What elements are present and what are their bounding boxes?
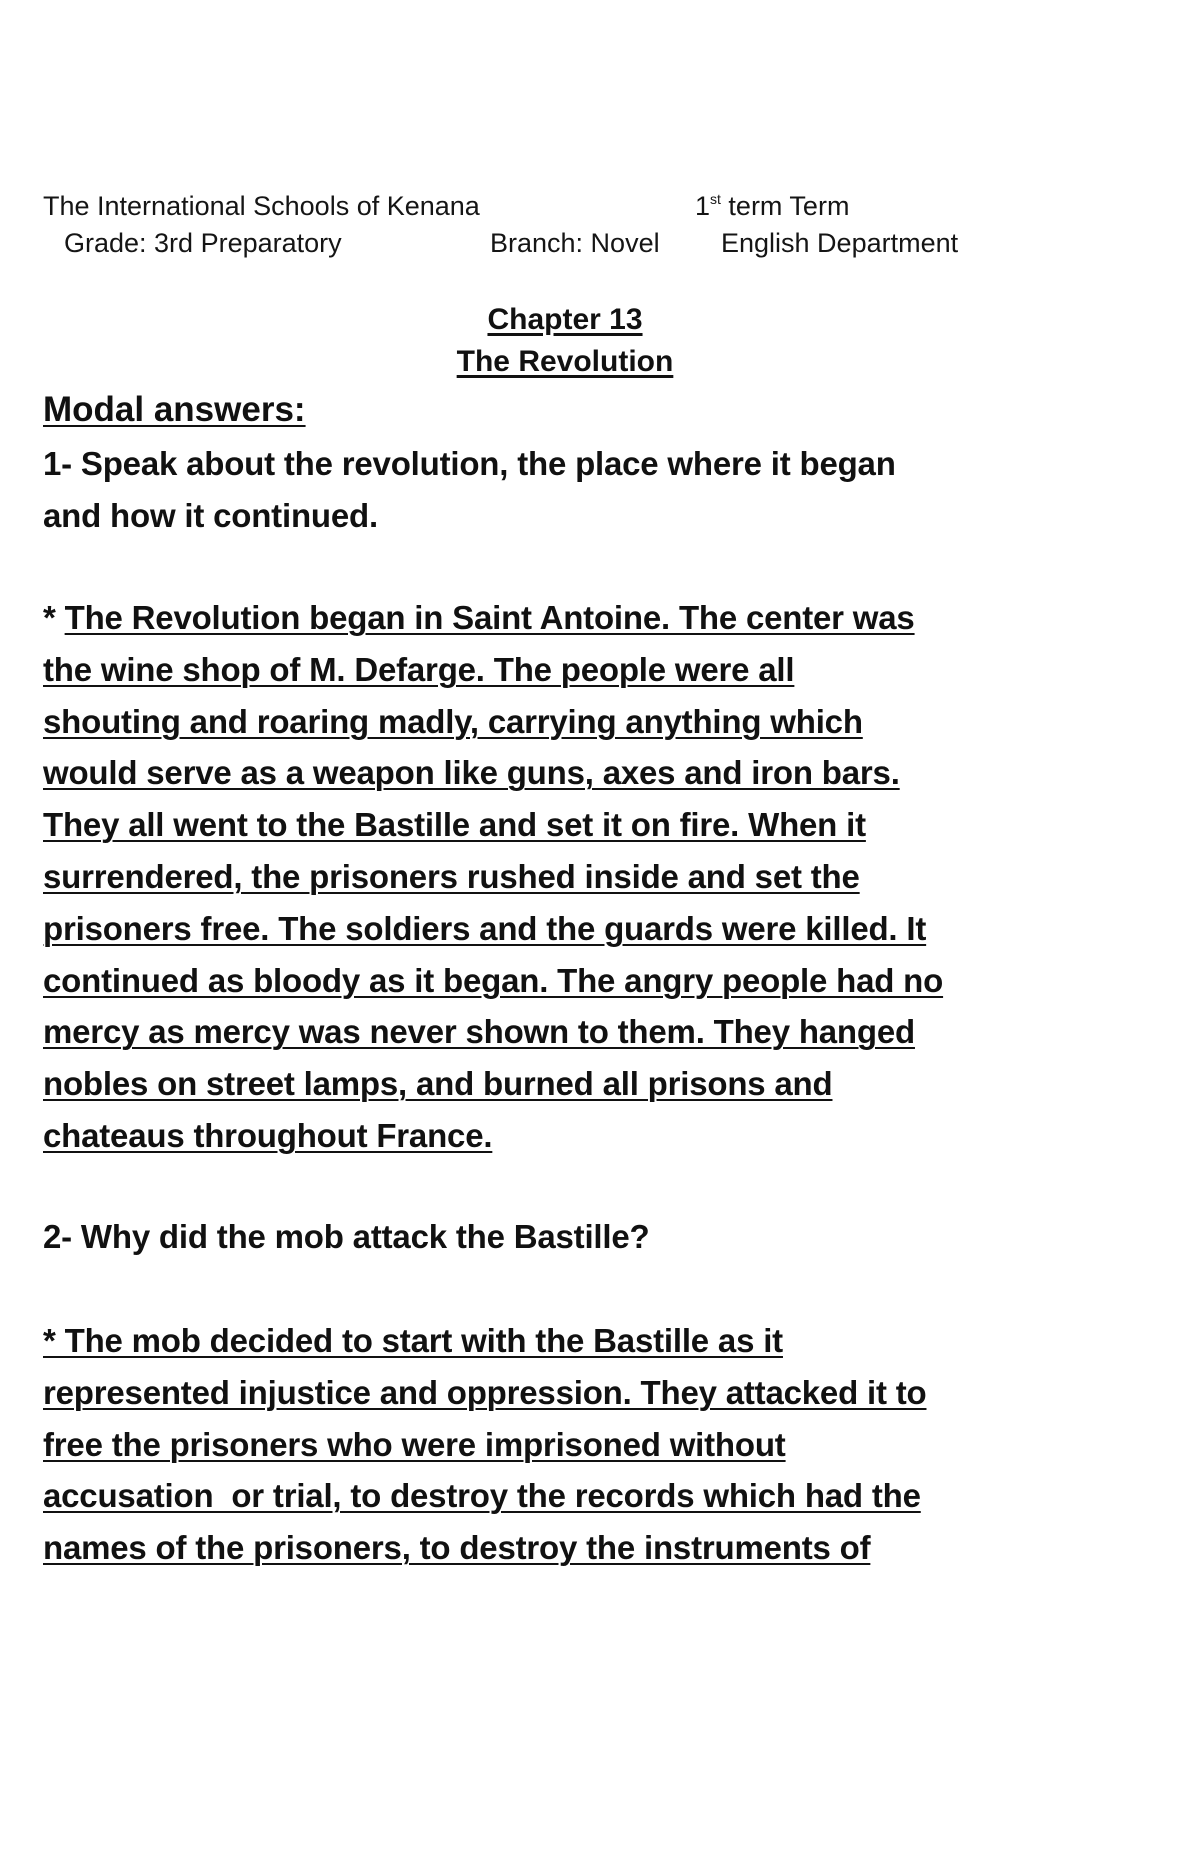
answer-1-text: The Revolution began in Saint Antoine. The center was bbox=[64, 599, 915, 636]
term-suffix: st bbox=[710, 191, 721, 207]
question-2-text: 2- Why did the mob attack the Bastille? bbox=[43, 1218, 650, 1255]
answer-1-line: would serve as a weapon like guns, axes and iron bars. bbox=[43, 754, 900, 792]
answer-2-line: accusation or trial, to destroy the records which had the bbox=[43, 1477, 921, 1515]
department-label: English Department bbox=[721, 228, 959, 258]
answer-1-bullet: * bbox=[43, 599, 65, 636]
term-text: term Term bbox=[720, 191, 850, 221]
answer-1-line: continued as bloody as it began. The angry people had no bbox=[43, 961, 944, 999]
answer-1-line: shouting and roaring madly, carrying anything which bbox=[43, 702, 863, 740]
answer-1-line: chateaus throughout France. bbox=[43, 1116, 493, 1154]
chapter-subtitle: The Revolution bbox=[456, 345, 674, 378]
term-label bbox=[695, 190, 849, 222]
question-1-line: and how it continued. bbox=[43, 496, 378, 534]
answer-2-line: represented injustice and oppression. They attacked it to bbox=[43, 1373, 927, 1411]
term-number: 1 bbox=[695, 191, 711, 221]
answer-1-line: the wine shop of M. Defarge. The people were all bbox=[43, 650, 795, 688]
school-name: The International Schools of Kenana bbox=[43, 191, 480, 221]
answer-2-line: names of the prisoners, to destroy the instruments of bbox=[43, 1529, 871, 1567]
answer-1-line: They all went to the Bastille and set it on fire. When it bbox=[43, 806, 866, 844]
branch-label: Branch: Novel bbox=[490, 228, 660, 258]
answer-1-line bbox=[43, 592, 1083, 644]
answer-2 bbox=[43, 1315, 1083, 1574]
chapter-title: Chapter 13 bbox=[487, 303, 643, 336]
answer-1-line: mercy as mercy was never shown to them. They hanged bbox=[43, 1013, 915, 1051]
answer-1 bbox=[43, 592, 1083, 1162]
answer-1-line: surrendered, the prisoners rushed inside and set the bbox=[43, 857, 860, 895]
answer-2-line: * The mob decided to start with the Bastille as it bbox=[43, 1322, 783, 1359]
answer-1-line: prisoners free. The soldiers and the guards were killed. It bbox=[43, 909, 927, 947]
answer-2-line: free the prisoners who were imprisoned without bbox=[43, 1425, 786, 1463]
answer-1-line: nobles on street lamps, and burned all prisons and bbox=[43, 1065, 833, 1103]
question-2 bbox=[43, 1211, 1083, 1263]
question-1 bbox=[43, 438, 1083, 542]
grade-label: Grade: 3rd Preparatory bbox=[64, 228, 342, 258]
question-1-line: 1- Speak about the revolution, the place where it began bbox=[43, 445, 896, 482]
modal-answers-heading: Modal answers: bbox=[43, 390, 306, 429]
